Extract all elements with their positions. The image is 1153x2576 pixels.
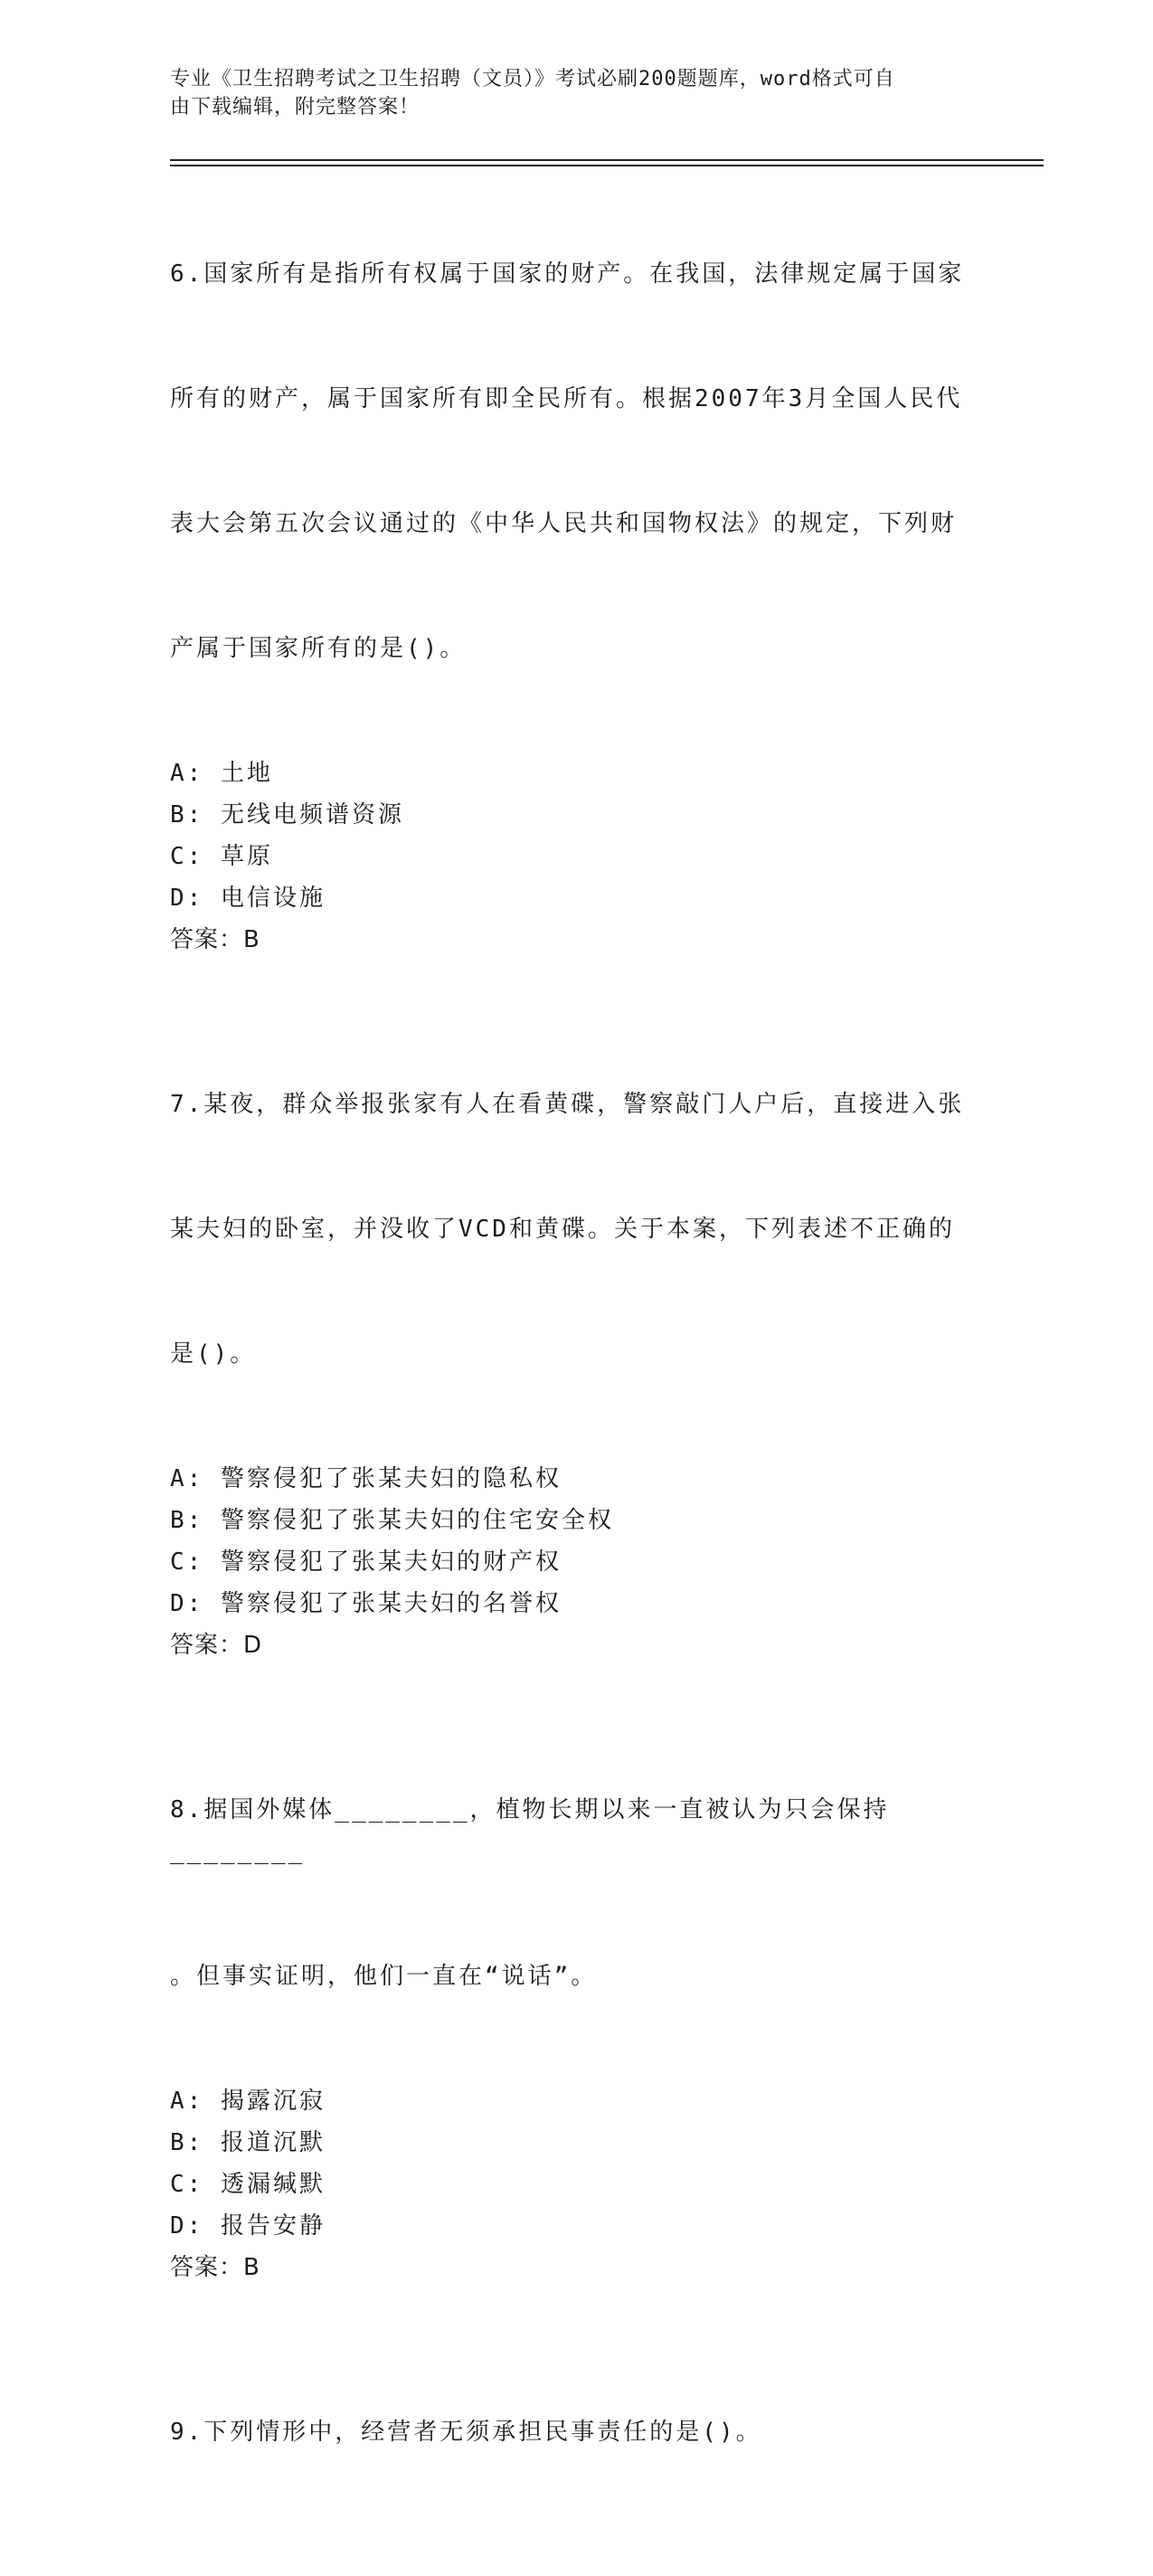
question-6 xyxy=(170,170,984,961)
question-stem xyxy=(170,170,984,753)
option-b: B: 无线电频谱资源 xyxy=(170,801,404,829)
stem-line: 某夫妇的卧室，并没收了VCD和黄碟。关于本案，下列表述不正确的 xyxy=(170,1216,955,1243)
stem-line: 6.国家所有是指所有权属于国家的财产。在我国，法律规定属于国家 xyxy=(170,260,965,288)
option-d: D: 报告安静 xyxy=(170,2212,326,2240)
option-a: A: 土地 xyxy=(170,760,273,787)
header-divider-bottom xyxy=(170,165,1044,166)
stem-line: 7.某夜，群众举报张家有人在看黄碟，警察敲门人户后，直接进入张 xyxy=(170,1091,965,1118)
answer-label: 答案：D xyxy=(170,1632,263,1659)
header-title-line-1: 专业《卫生招聘考试之卫生招聘（文员）》考试必刷200题题库，word格式可自 xyxy=(170,68,895,90)
option-c: C: 警察侵犯了张某夫妇的财产权 xyxy=(170,1548,562,1576)
option-c: C: 草原 xyxy=(170,843,273,870)
question-9 xyxy=(170,2328,984,2536)
stem-line: 是()。 xyxy=(170,1340,257,1368)
question-stem xyxy=(170,2328,984,2536)
option-a: A: 揭露沉寂 xyxy=(170,2088,326,2115)
question-stem xyxy=(170,1000,984,1458)
question-list xyxy=(170,170,984,2576)
option-d: D: 警察侵犯了张某夫妇的名誉权 xyxy=(170,1590,562,1617)
header-title-line-2: 由下载编辑，附完整答案！ xyxy=(170,96,421,118)
header-divider-top xyxy=(170,159,1044,161)
question-stem xyxy=(170,1706,984,2080)
question-7 xyxy=(170,1000,984,1666)
stem-line: 表大会第五次会议通过的《中华人民共和国物权法》的规定，下列财 xyxy=(170,510,958,537)
stem-line: 9.下列情形中，经营者无须承担民事责任的是()。 xyxy=(170,2419,762,2446)
stem-line: 。但事实证明，他们一直在“说话”。 xyxy=(170,1963,598,1990)
option-c: C: 透漏缄默 xyxy=(170,2171,326,2198)
stem-line: 产属于国家所有的是()。 xyxy=(170,635,467,662)
question-8 xyxy=(170,1706,984,2288)
option-a: A: 警察侵犯了张某夫妇的隐私权 xyxy=(170,1465,562,1492)
option-b: B: 警察侵犯了张某夫妇的住宅安全权 xyxy=(170,1507,614,1534)
option-d: D: 电信设施 xyxy=(170,885,326,912)
stem-line: 所有的财产，属于国家所有即全民所有。根据2007年3月全国人民代 xyxy=(170,385,963,412)
answer-label: 答案：B xyxy=(170,2254,260,2281)
answer-label: 答案：B xyxy=(170,926,260,953)
option-b: B: 报道沉默 xyxy=(170,2129,326,2156)
document-header xyxy=(170,65,966,121)
stem-line: 8.据国外媒体________，植物长期以来一直被认为只会保持________ xyxy=(170,1796,890,1865)
